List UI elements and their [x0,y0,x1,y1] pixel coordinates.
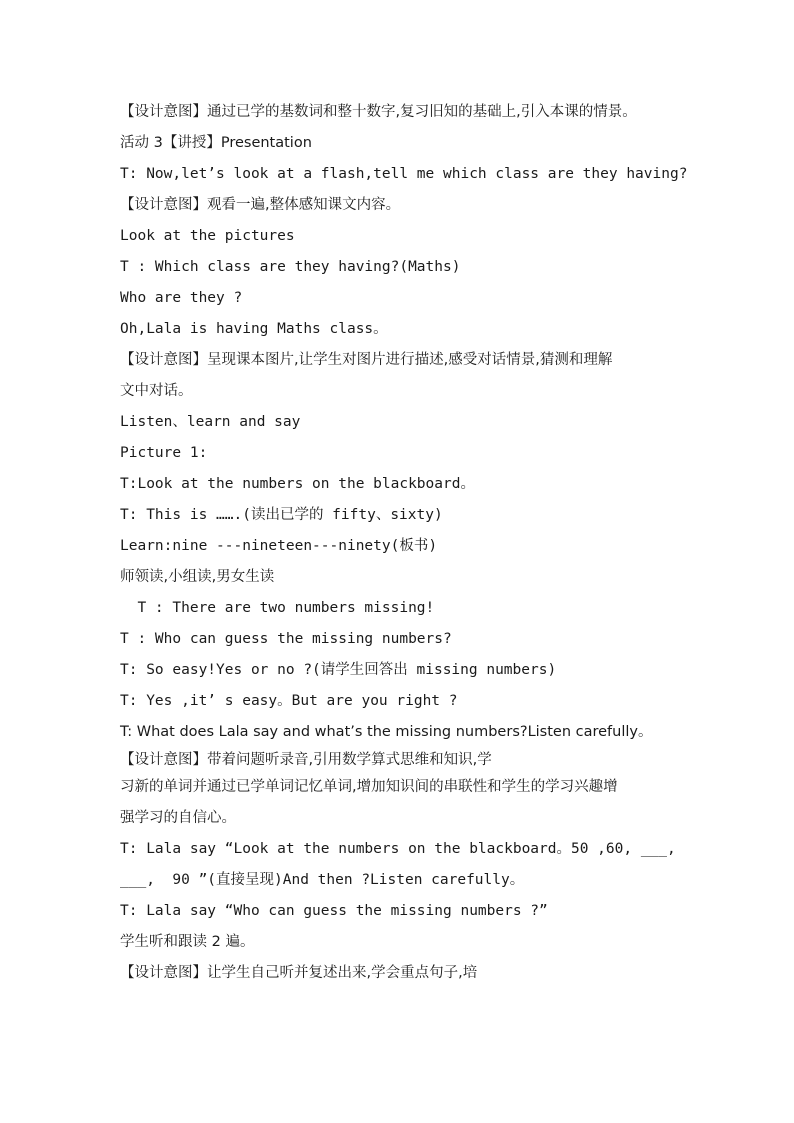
teacher-line-yes-easy: T: Yes ,it’ s easy。But are you right ? [120,693,458,709]
who-are-they: Who are they ? [120,290,243,306]
document-body [120,97,690,989]
teacher-line-lala-say-2: T: Lala say “Who can guess the missing numbers ?” [120,903,548,919]
activity-heading: 活动 3【讲授】Presentation [120,135,312,151]
lala-maths-class: Oh,Lala is having Maths class。 [120,321,388,337]
teacher-line-what-does-lala: T: What does Lala say and what’s the missing numbers?Listen carefully。 [120,724,653,740]
design-intent-3-cont: 文中对话。 [120,383,193,399]
learn-line: Learn:nine ---nineteen---ninety(板书) [120,538,438,554]
teacher-line-lala-say-1: T: Lala say “Look at the numbers on the blackboard。50 ,60, ___, [120,841,676,857]
reading-method: 师领读,小组读,男女生读 [120,569,275,585]
design-intent-3: 【设计意图】呈现课本图片,让学生对图片进行描述,感受对话情景,猜测和理解 [120,352,613,368]
teacher-line-who-guess: T : Who can guess the missing numbers? [120,631,452,647]
teacher-line-flash: T: Now,let’s look at a flash,tell me which class are they having? [120,166,688,182]
teacher-line-which-class: T : Which class are they having?(Maths) [120,259,461,275]
teacher-line-lala-say-1-cont: ___, 90 ”(直接呈现)And then ?Listen carefully。 [120,872,525,888]
design-intent-5: 【设计意图】让学生自己听并复述出来,学会重点句子,培 [120,965,478,981]
design-intent-1: 【设计意图】通过已学的基数词和整十数字,复习旧知的基础上,引入本课的情景。 [120,104,637,120]
listen-repeat: 学生听和跟读 2 遍。 [120,934,255,950]
design-intent-4-end: 强学习的自信心。 [120,810,236,826]
design-intent-2: 【设计意图】观看一遍,整体感知课文内容。 [120,197,401,213]
teacher-line-so-easy: T: So easy!Yes or no ?(请学生回答出 missing numbers) [120,662,557,678]
teacher-line-this-is: T: This is …….(读出已学的 fifty、sixty) [120,507,443,523]
picture-1-label: Picture 1: [120,445,208,461]
teacher-line-two-missing: T : There are two numbers missing! [120,600,435,616]
listen-learn-say: Listen、learn and say [120,414,301,430]
look-at-pictures: Look at the pictures [120,228,295,244]
design-intent-4: 【设计意图】带着问题听录音,引用数学算式思维和知识,学 [120,752,492,768]
teacher-line-blackboard: T:Look at the numbers on the blackboard。 [120,476,475,492]
design-intent-4-cont: 习新的单词并通过已学单词记忆单词,增加知识间的串联性和学生的学习兴趣增 [120,779,618,795]
